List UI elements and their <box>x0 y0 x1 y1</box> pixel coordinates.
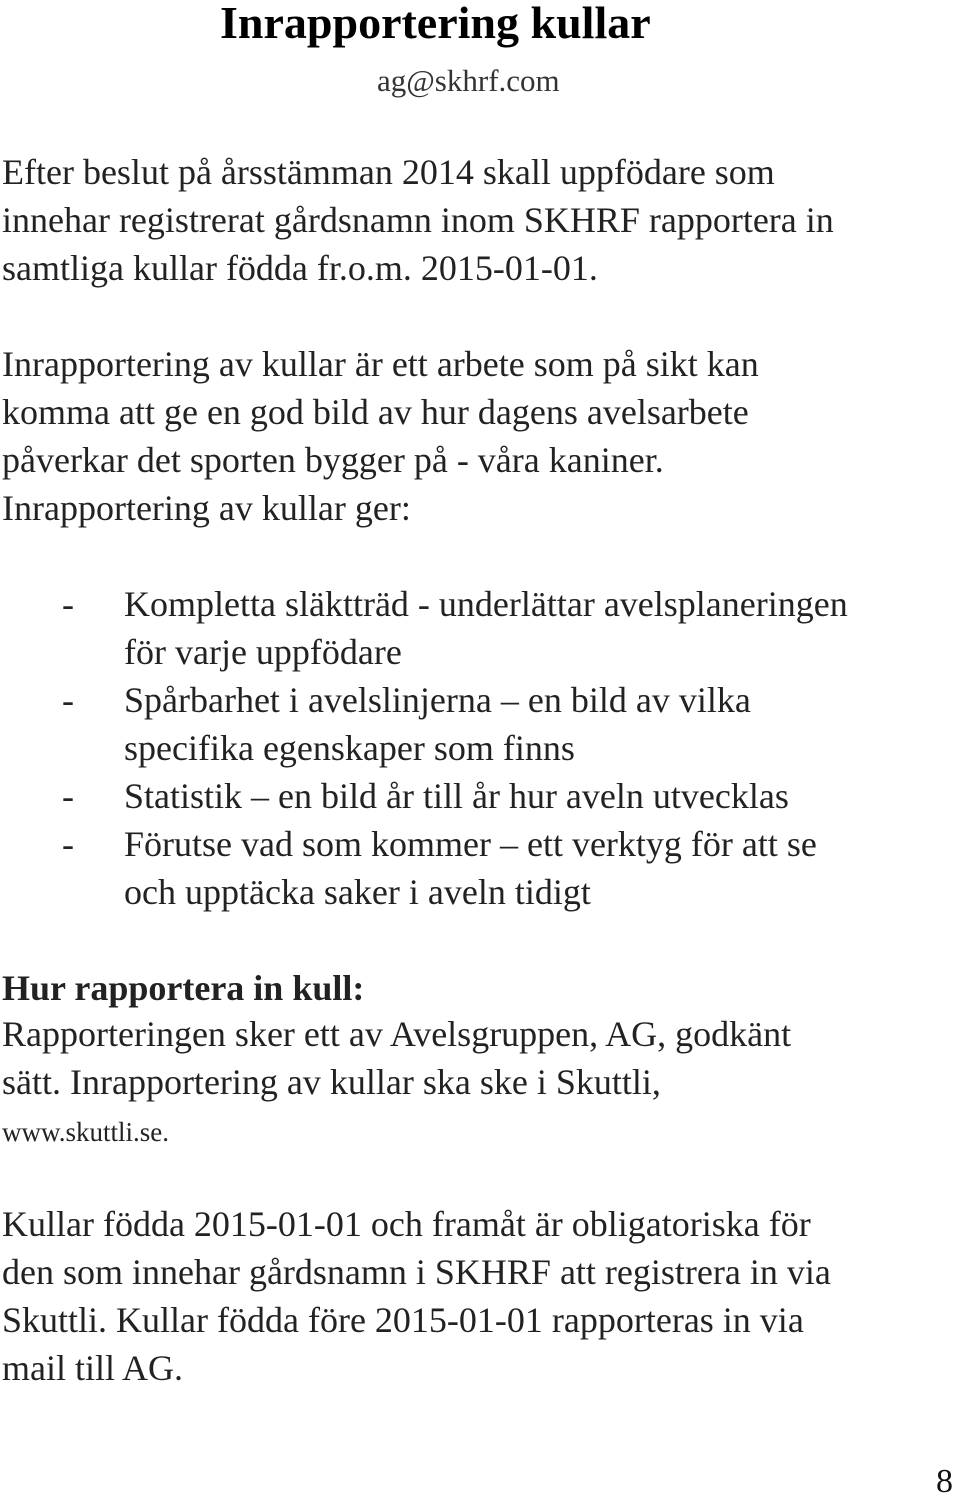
page-number: 8 <box>936 1463 953 1500</box>
bullet-dash: - <box>62 584 74 624</box>
howto-heading: Hur rapportera in kull: <box>2 968 365 1008</box>
bullet-text: och upptäcka saker i aveln tidigt <box>124 872 591 912</box>
para1-line: Efter beslut på årsstämman 2014 skall uppfödare som <box>2 152 775 192</box>
para3-line: den som innehar gårdsnamn i SKHRF att registrera in via <box>2 1252 831 1292</box>
bullet-text: Förutse vad som kommer – ett verktyg för att se <box>124 824 817 864</box>
para2-line: Inrapportering av kullar ger: <box>2 488 411 528</box>
howto-line: sätt. Inrapportering av kullar ska ske i Skuttli, <box>2 1062 661 1102</box>
para1-line: samtliga kullar födda fr.o.m. 2015-01-01. <box>2 248 598 288</box>
para3-line: Skuttli. Kullar födda före 2015-01-01 rapporteras in via <box>2 1300 804 1340</box>
bullet-dash: - <box>62 776 74 816</box>
bullet-text: för varje uppfödare <box>124 632 402 672</box>
bullet-dash: - <box>62 680 74 720</box>
bullet-dash: - <box>62 824 74 864</box>
para3-line: Kullar födda 2015-01-01 och framåt är obligatoriska för <box>2 1204 811 1244</box>
bullet-text: Statistik – en bild år till år hur aveln utvecklas <box>124 776 789 816</box>
para2-line: Inrapportering av kullar är ett arbete som på sikt kan <box>2 344 759 384</box>
para1-line: innehar registrerat gårdsnamn inom SKHRF rapportera in <box>2 200 834 240</box>
bullet-text: specifika egenskaper som finns <box>124 728 575 768</box>
para3-line: mail till AG. <box>2 1348 184 1388</box>
para2-line: komma att ge en god bild av hur dagens avelsarbete <box>2 392 749 432</box>
bullet-text: Spårbarhet i avelslinjerna – en bild av vilka <box>124 680 751 720</box>
bullet-text: Kompletta släktträd - underlättar avelsplaneringen <box>124 584 848 624</box>
para2-line: påverkar det sporten bygger på - våra kaniner. <box>2 440 664 480</box>
contact-email[interactable]: ag@skhrf.com <box>377 63 560 98</box>
howto-line: Rapporteringen sker ett av Avelsgruppen, AG, godkänt <box>2 1014 792 1054</box>
skuttli-link[interactable]: www.skuttli.se. <box>2 1117 169 1147</box>
page-title: Inrapportering kullar <box>220 0 651 48</box>
